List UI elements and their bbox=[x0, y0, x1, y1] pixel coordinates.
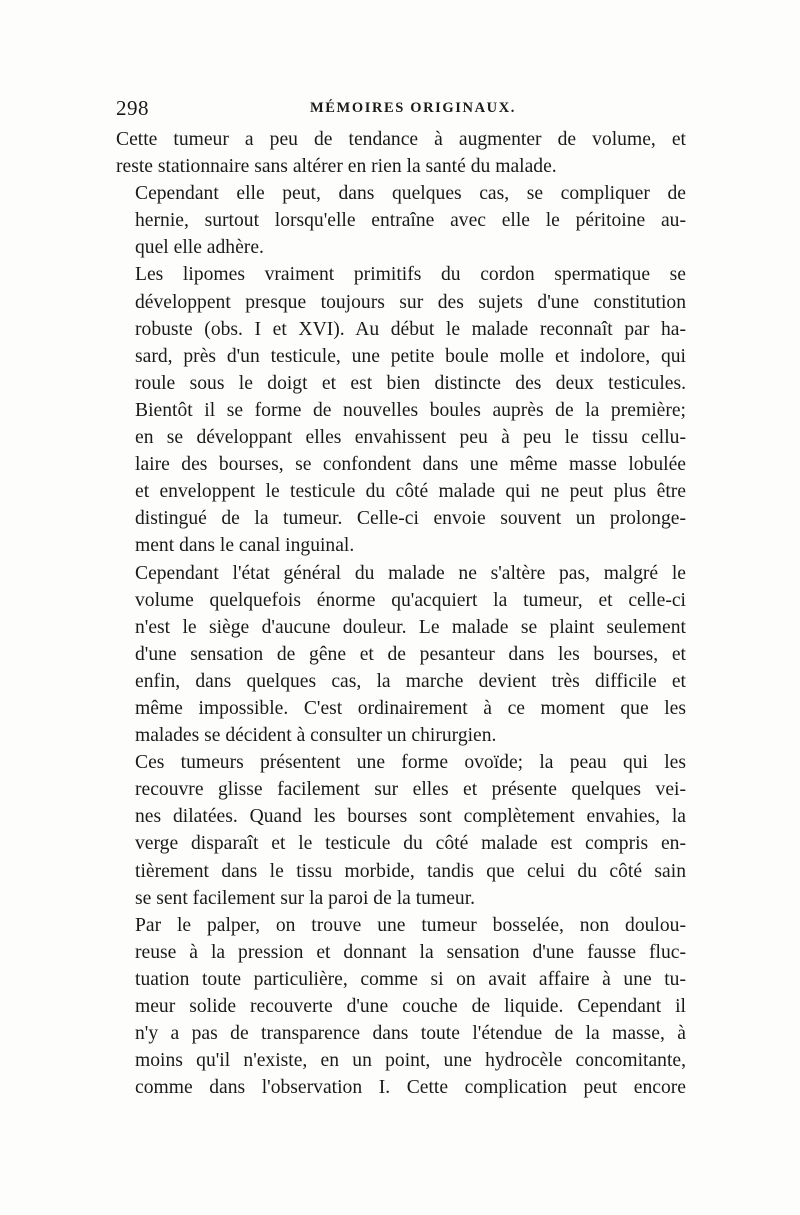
body-text bbox=[116, 126, 686, 1101]
text-line: robuste (obs. I et XVI). Au début le malade reconnaît par ha- bbox=[135, 318, 686, 340]
paragraph-6 bbox=[116, 912, 686, 1102]
paragraph-3 bbox=[116, 261, 686, 559]
text-line: quel elle adhère. bbox=[135, 237, 264, 259]
text-line: meur solide recouverte d'une couche de liquide. Cependant il bbox=[135, 996, 686, 1017]
text-line: Cette tumeur a peu de tendance à augmenter de volume, et bbox=[116, 129, 686, 150]
page-number: 298 bbox=[116, 96, 149, 120]
text-line: même impossible. C'est ordinairement à ce moment que les bbox=[135, 697, 686, 719]
text-line: Cependant elle peut, dans quelques cas, se compliquer de bbox=[135, 183, 686, 205]
page-header bbox=[116, 96, 686, 122]
text-line: d'une sensation de gêne et de pesanteur dans les bourses, et bbox=[135, 643, 686, 665]
text-line: sard, près d'un testicule, une petite boule molle et indolore, qui bbox=[135, 345, 686, 367]
text-line: nes dilatées. Quand les bourses sont complètement envahies, la bbox=[135, 806, 686, 828]
text-line: malades se décident à consulter un chirurgien. bbox=[135, 725, 497, 747]
running-title: MÉMOIRES ORIGINAUX. bbox=[310, 100, 517, 116]
text-line: reuse à la pression et donnant la sensation d'une fausse fluc- bbox=[135, 941, 686, 963]
paragraph-2 bbox=[116, 180, 686, 261]
text-line: n'y a pas de transparence dans toute l'étendue de la masse, à bbox=[135, 1023, 686, 1045]
text-line: en se développant elles envahissent peu à peu le tissu cellu- bbox=[135, 427, 686, 449]
text-line: Cependant l'état général du malade ne s'altère pas, malgré le bbox=[135, 562, 686, 584]
text-line: hernie, surtout lorsqu'elle entraîne avec elle le péritoine au- bbox=[135, 210, 686, 232]
text-line: ment dans le canal inguinal. bbox=[135, 535, 355, 557]
text-line: se sent facilement sur la paroi de la tumeur. bbox=[135, 887, 476, 909]
text-line: reste stationnaire sans altérer en rien la santé du malade. bbox=[116, 156, 557, 178]
text-line: laire des bourses, se confondent dans une même masse lobulée bbox=[135, 454, 686, 476]
text-line: moins qu'il n'existe, en un point, une hydrocèle concomitante, bbox=[135, 1050, 686, 1072]
text-line: roule sous le doigt et est bien distincte des deux testicules. bbox=[135, 372, 686, 394]
text-line: volume quelquefois énorme qu'acquiert la tumeur, et celle-ci bbox=[135, 589, 686, 611]
text-line: Ces tumeurs présentent une forme ovoïde; la peau qui les bbox=[135, 752, 686, 774]
text-line: Les lipomes vraiment primitifs du cordon spermatique se bbox=[135, 264, 686, 286]
text-line: comme dans l'observation I. Cette complication peut encore bbox=[135, 1077, 686, 1099]
text-line: n'est le siège d'aucune douleur. Le malade se plaint seulement bbox=[135, 616, 686, 638]
text-line: Par le palper, on trouve une tumeur bosselée, non doulou- bbox=[135, 914, 686, 936]
text-line: distingué de la tumeur. Celle-ci envoie souvent un prolonge- bbox=[135, 508, 686, 530]
paragraph-1 bbox=[116, 126, 686, 180]
text-line: développent presque toujours sur des sujets d'une constitution bbox=[135, 291, 686, 313]
text-line: recouvre glisse facilement sur elles et présente quelques vei- bbox=[135, 779, 686, 801]
paragraph-5 bbox=[116, 749, 686, 912]
paragraph-4 bbox=[116, 560, 686, 750]
text-line: verge disparaît et le testicule du côté malade est compris en- bbox=[135, 833, 686, 855]
text-line: tuation toute particulière, comme si on avait affaire à une tu- bbox=[135, 968, 686, 990]
text-line: et enveloppent le testicule du côté malade qui ne peut plus être bbox=[135, 481, 686, 503]
text-line: tièrement dans le tissu morbide, tandis que celui du côté sain bbox=[135, 860, 686, 882]
text-line: enfin, dans quelques cas, la marche devient très difficile et bbox=[135, 670, 686, 692]
text-line: Bientôt il se forme de nouvelles boules auprès de la première; bbox=[135, 399, 686, 421]
